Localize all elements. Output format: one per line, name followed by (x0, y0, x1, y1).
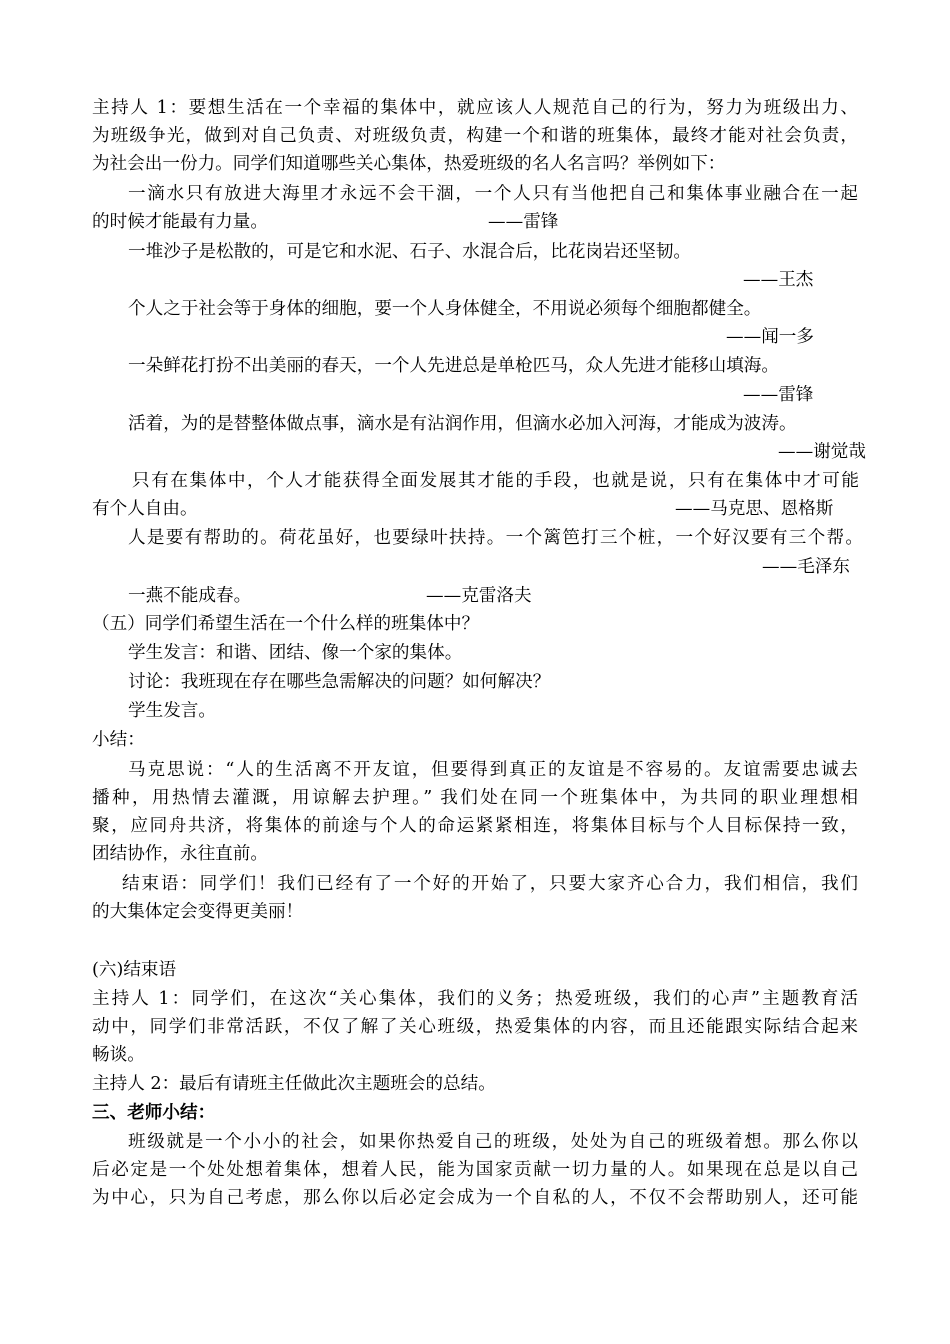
host1-intro-line: 主持人 1：要想生活在一个幸福的集体中，就应该人人规范自己的行为，努力为班级出力、 (92, 98, 858, 118)
teacher-summary-line: 班级就是一个小小的社会，如果你热爱自己的班级，处处为自己的班级着想。那么你以 (128, 1132, 858, 1152)
host1-line: 动中，同学们非常活跃，不仅了解了关心班级，热爱集体的内容，而且还能跟实际结合起来 (92, 1017, 858, 1037)
host1-intro-line: 为社会出一份力。同学们知道哪些关心集体，热爱班级的名人名言吗？举例如下： (92, 154, 726, 174)
summary-line: 播种，用热情去灌溉，用谅解去护理。” 我们处在同一个班集体中，为共同的职业理想相 (92, 788, 858, 808)
section5-heading: （五）同学们希望生活在一个什么样的班集体中？ (92, 614, 480, 634)
quote-author: ——王杰 (743, 270, 814, 290)
quote-line: 的时候才能最有力量。 (92, 212, 268, 232)
quote-line: 个人之于社会等于身体的细胞，要一个人身体健全，不用说必须每个细胞都健全。 (128, 299, 762, 319)
quote-line: 一朵鲜花打扮不出美丽的春天，一个人先进总是单枪匹马，众人先进才能移山填海。 (128, 356, 779, 376)
student-speech: 学生发言。 (128, 701, 216, 721)
quote-line: 活着，为的是替整体做点事，滴水是有沾润作用，但滴水必加入河海，才能成为波涛。 (128, 414, 797, 434)
quote-author: ——马克思、恩格斯 (675, 499, 834, 519)
quote-line: 人是要有帮助的。荷花虽好，也要绿叶扶持。一个篱笆打三个桩，一个好汉要有三个帮。 (128, 528, 863, 548)
quote-author: ——雷锋 (488, 212, 559, 232)
discussion-question: 讨论：我班现在存在哪些急需解决的问题？如何解决？ (128, 672, 551, 692)
host2-line: 主持人 2：最后有请班主任做此次主题班会的总结。 (92, 1074, 496, 1094)
quote-line: 一堆沙子是松散的，可是它和水泥、石子、水混合后，比花岗岩还坚韧。 (128, 242, 692, 262)
quote-author: ——闻一多 (726, 327, 814, 347)
host1-line: 畅谈。 (92, 1045, 145, 1065)
summary-line: 聚，应同舟共济，将集体的前途与个人的命运紧紧相连，将集体目标与个人目标保持一致， (92, 816, 858, 836)
summary-line: 团结协作，永往直前。 (92, 844, 268, 864)
quote-author: ——毛泽东 (762, 557, 850, 577)
section3-heading: 三、老师小结： (92, 1102, 216, 1123)
closing-line: 结束语：同学们！我们已经有了一个好的开始了，只要大家齐心合力，我们相信，我们 (122, 874, 858, 894)
quote-line: 一燕不能成春。 (128, 586, 252, 606)
teacher-summary-line: 为中心，只为自己考虑，那么你以后必定会成为一个自私的人，不仅不会帮助别人，还可能 (92, 1188, 858, 1208)
quote-author: ——谢觉哉 (778, 442, 866, 462)
quote-author: ——雷锋 (743, 385, 814, 405)
summary-label: 小结： (92, 730, 145, 750)
student-speech: 学生发言：和谐、团结、像一个家的集体。 (128, 643, 463, 663)
quote-line: 有个人自由。 (92, 499, 198, 519)
host1-intro-line: 为班级争光，做到对自己负责、对班级负责，构建一个和谐的班集体，最终才能对社会负责， (92, 126, 858, 146)
quote-line: 只有在集体中，个人才能获得全面发展其才能的手段，也就是说，只有在集体中才可能 (132, 471, 859, 491)
closing-line: 的大集体定会变得更美丽！ (92, 902, 304, 922)
summary-line: 马克思说：“人的生活离不开友谊，但要得到真正的友谊是不容易的。友谊需要忠诚去 (128, 760, 858, 780)
teacher-summary-line: 后必定是一个处处想着集体，想着人民，能为国家贡献一切力量的人。如果现在总是以自己 (92, 1160, 858, 1180)
section6-heading: (六)结束语 (92, 960, 177, 980)
quote-author: ——克雷洛夫 (426, 586, 532, 606)
host1-line: 主持人 1：同学们，在这次“关心集体，我们的义务；热爱班级，我们的心声”主题教育活 (92, 989, 858, 1009)
quote-line: 一滴水只有放进大海里才永远不会干涸，一个人只有当他把自己和集体事业融合在一起 (128, 184, 858, 204)
